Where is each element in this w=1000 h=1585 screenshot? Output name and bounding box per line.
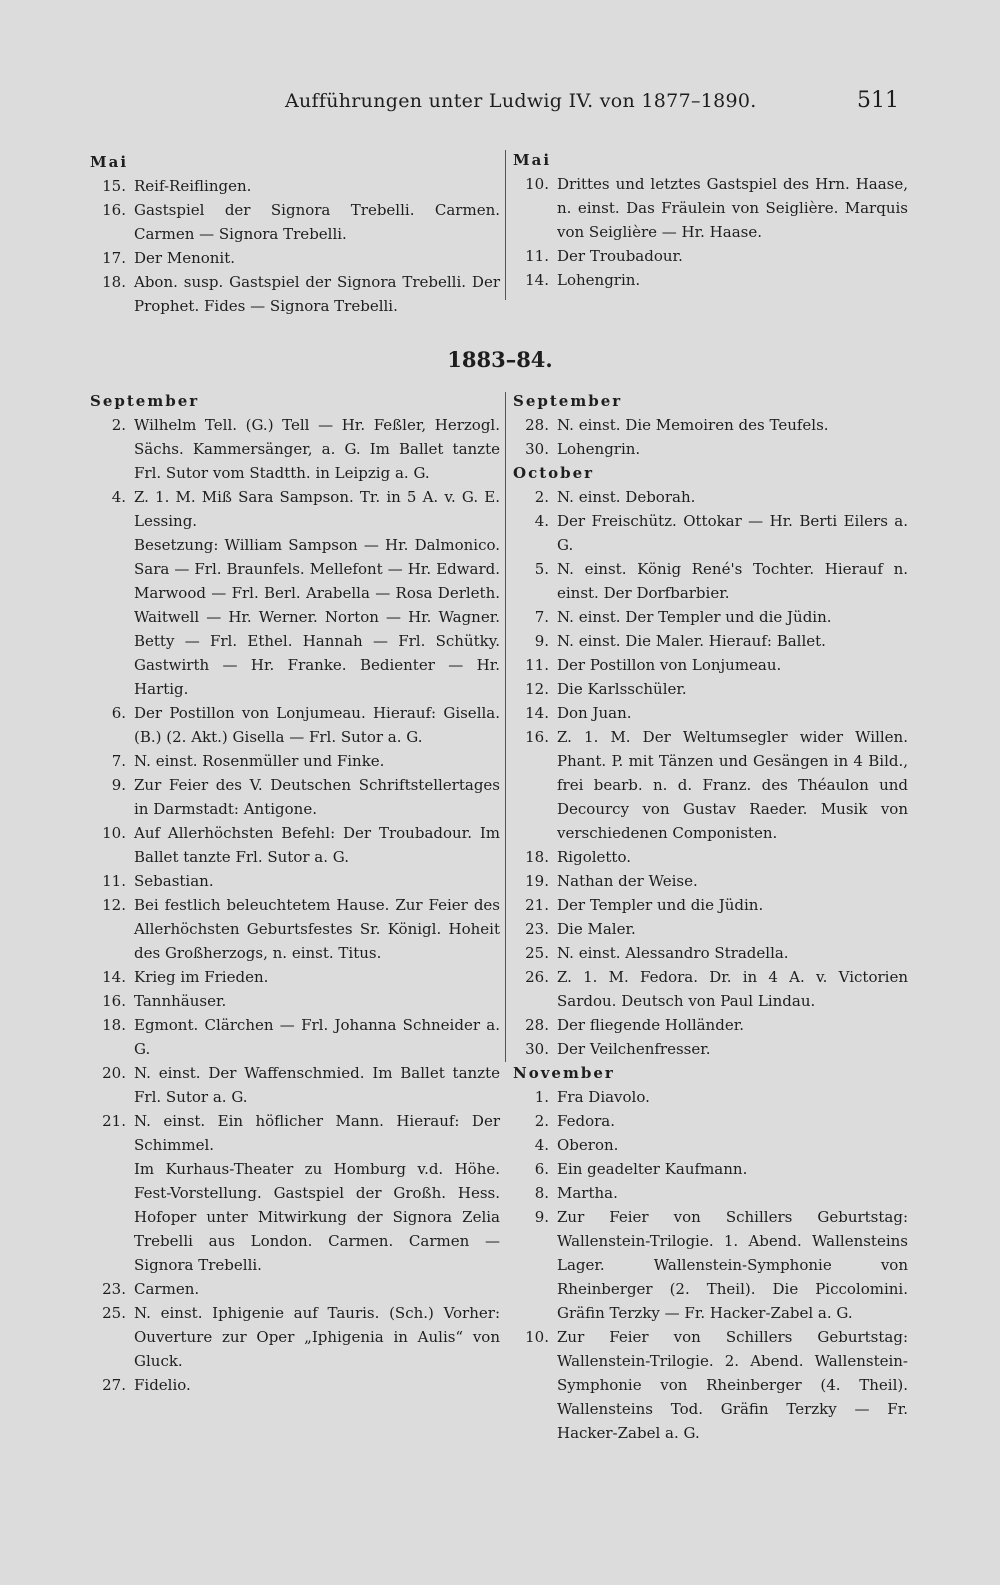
page-header [0, 88, 1000, 118]
performance-entry [513, 485, 908, 509]
entry-list [90, 174, 500, 318]
entry-text: Nathan der Weise. [557, 872, 698, 890]
entry-text: Im Kurhaus-Theater zu Homburg v.d. Höhe. Fest-Vorstellung. Gastspiel der Großh. Hess. Hofoper unter Mitwirkung der Signora Zelia Trebelli aus London. Carmen. Carmen — Signora Trebelli. [134, 1160, 500, 1274]
entry-text: Der Templer und die Jüdin. [557, 896, 764, 914]
entry-text: Drittes und letztes Gastspiel des Hrn. Haase, n. einst. Das Fräulein von Seiglière. Marquis von Seiglière — Hr. Haase. [557, 175, 908, 241]
performance-entry [90, 701, 500, 749]
entry-day: 4. [534, 512, 549, 530]
entry-text: Rigoletto. [557, 848, 631, 866]
entry-day: 2. [534, 488, 549, 506]
performance-entry [90, 1061, 500, 1109]
entry-day: 14. [102, 968, 126, 986]
performance-entry [90, 893, 500, 965]
performance-entry [90, 989, 500, 1013]
entry-day: 25. [525, 944, 549, 962]
entry-text: Ein geadelter Kaufmann. [557, 1160, 748, 1178]
entry-text: Fidelio. [134, 1376, 191, 1394]
entry-day: 10. [102, 824, 126, 842]
entry-list [513, 172, 908, 292]
entry-text: Gastspiel der Signora Trebelli. Carmen. Carmen — Signora Trebelli. [134, 201, 500, 243]
entry-text: Besetzung: William Sampson — Hr. Dalmonico. Sara — Frl. Braunfels. Mellefont — Hr. Edward. Marwood — Frl. Berl. Arabella — Rosa Derleth. Waitwell — Hr. Werner. Norton — Hr. Wagner. Betty — Frl. Ethel. Hannah — Frl. Schütky. Gastwirth — Hr. Franke. Bedienter — Hr. Hartig. [134, 536, 500, 698]
entry-text: Tannhäuser. [134, 992, 227, 1010]
performance-entry [90, 413, 500, 485]
entry-day: 17. [102, 249, 126, 267]
entry-day: 30. [525, 1040, 549, 1058]
performance-entry [90, 1109, 500, 1157]
entry-text: N. einst. Der Templer und die Jüdin. [557, 608, 832, 626]
entry-day: 28. [525, 1016, 549, 1034]
performance-entry [513, 509, 908, 557]
entry-text: Zur Feier des V. Deutschen Schriftstellertages in Darmstadt: Antigone. [134, 776, 500, 818]
page-number: 511 [857, 88, 899, 113]
entry-day [90, 533, 134, 701]
entry-day: 6. [111, 704, 126, 722]
column-divider [505, 392, 506, 1062]
entry-day: 5. [534, 560, 549, 578]
season-heading: 1883–84. [447, 347, 553, 372]
entry-day: 4. [534, 1136, 549, 1154]
performance-entry [90, 1157, 500, 1277]
performance-entry [90, 198, 500, 246]
entry-text: Oberon. [557, 1136, 619, 1154]
performance-entry [90, 174, 500, 198]
performance-entry [90, 821, 500, 869]
entry-text: Die Maler. [557, 920, 636, 938]
entry-text: N. einst. Ein höflicher Mann. Hierauf: Der Schimmel. [134, 1112, 500, 1154]
performance-entry [513, 917, 908, 941]
entry-text: Bei festlich beleuchtetem Hause. Zur Feier des Allerhöchsten Geburtsfestes Sr. Königl. Hoheit des Großherzogs, n. einst. Titus. [134, 896, 500, 962]
entry-text: Fedora. [557, 1112, 615, 1130]
entry-day: 6. [534, 1160, 549, 1178]
performance-entry [513, 677, 908, 701]
performance-entry [513, 941, 908, 965]
performance-entry [513, 701, 908, 725]
performance-entry [90, 246, 500, 270]
performance-entry [513, 1037, 908, 1061]
month-heading: Mai [513, 151, 552, 169]
performance-entry [513, 725, 908, 845]
entry-day: 19. [525, 872, 549, 890]
performance-entry [513, 893, 908, 917]
month-heading: September [513, 392, 623, 410]
entry-day: 7. [111, 752, 126, 770]
entry-text: Der Troubadour. [557, 247, 683, 265]
performance-entry [513, 1325, 908, 1445]
entry-day: 2. [111, 416, 126, 434]
entry-text: Z. 1. M. Miß Sara Sampson. Tr. in 5 A. v. G. E. Lessing. [134, 488, 500, 530]
entry-day: 4. [111, 488, 126, 506]
entry-text: Reif-Reiflingen. [134, 177, 252, 195]
entry-text: Der Freischütz. Ottokar — Hr. Berti Eilers a. G. [557, 512, 908, 554]
entry-text: N. einst. Die Maler. Hierauf: Ballet. [557, 632, 826, 650]
month-heading: Mai [90, 153, 129, 171]
entry-text: N. einst. König René's Tochter. Hierauf n. einst. Der Dorfbarbier. [557, 560, 908, 602]
entry-day: 25. [102, 1304, 126, 1322]
performance-entry [513, 629, 908, 653]
performance-entry [90, 749, 500, 773]
performance-entry [513, 1013, 908, 1037]
entry-day: 9. [534, 1208, 549, 1226]
entry-text: N. einst. Deborah. [557, 488, 696, 506]
entry-text: Auf Allerhöchsten Befehl: Der Troubadour. Im Ballet tanzte Frl. Sutor a. G. [134, 824, 500, 866]
entry-day: 9. [534, 632, 549, 650]
performance-entry [90, 1301, 500, 1373]
performance-entry [90, 1277, 500, 1301]
entry-text: Don Juan. [557, 704, 632, 722]
entry-day: 26. [525, 968, 549, 986]
month-heading: October [513, 464, 595, 482]
entry-text: Carmen. [134, 1280, 200, 1298]
entry-day: 14. [525, 271, 549, 289]
month-heading: November [513, 1064, 615, 1082]
entry-text: N. einst. Die Memoiren des Teufels. [557, 416, 829, 434]
entry-day: 10. [525, 1328, 549, 1346]
performance-entry [513, 1085, 908, 1109]
column-divider [505, 150, 506, 300]
entry-text: Krieg im Frieden. [134, 968, 269, 986]
performance-entry [513, 1133, 908, 1157]
performance-entry [90, 869, 500, 893]
entry-day: 28. [525, 416, 549, 434]
performance-entry [513, 869, 908, 893]
entry-text: N. einst. Iphigenie auf Tauris. (Sch.) Vorher: Ouverture zur Oper „Iphigenia in Aulis“ von Gluck. [134, 1304, 500, 1370]
entry-text: N. einst. Der Waffenschmied. Im Ballet tanzte Frl. Sutor a. G. [134, 1064, 500, 1106]
entry-day: 2. [534, 1112, 549, 1130]
entry-text: Zur Feier von Schillers Geburtstag: Wallenstein-Trilogie. 2. Abend. Wallenstein-Symphonie von Rheinberger (4. Theil). Wallensteins Tod. Gräfin Terzky — Fr. Hacker-Zabel a. G. [557, 1328, 908, 1442]
performance-entry [90, 965, 500, 989]
performance-entry [513, 845, 908, 869]
entry-day: 18. [102, 1016, 126, 1034]
entry-text: Lohengrin. [557, 271, 641, 289]
performance-entry [513, 1181, 908, 1205]
entry-text: Wilhelm Tell. (G.) Tell — Hr. Feßler, Herzogl. Sächs. Kammersänger, a. G. Im Ballet tanzte Frl. Sutor vom Stadtth. in Leipzig a. G. [134, 416, 500, 482]
performance-entry [90, 485, 500, 533]
entry-text: Fra Diavolo. [557, 1088, 650, 1106]
entry-day: 12. [525, 680, 549, 698]
performance-entry [513, 437, 908, 461]
entry-day: 30. [525, 440, 549, 458]
entry-day: 15. [102, 177, 126, 195]
performance-entry [90, 270, 500, 318]
performance-entry [513, 172, 908, 244]
entry-day: 21. [102, 1112, 126, 1130]
entry-day: 11. [525, 247, 549, 265]
entry-day: 20. [102, 1064, 126, 1082]
performance-entry [513, 413, 908, 437]
top-right-column [513, 148, 908, 292]
bottom-left-column [90, 389, 500, 1397]
entry-day: 16. [102, 201, 126, 219]
performance-entry [513, 244, 908, 268]
entry-text: N. einst. Rosenmüller und Finke. [134, 752, 385, 770]
entry-text: Martha. [557, 1184, 618, 1202]
entry-day: 16. [525, 728, 549, 746]
top-left-column [90, 150, 500, 318]
entry-day: 11. [102, 872, 126, 890]
bottom-right-column [513, 389, 908, 1445]
entry-text: Der Menonit. [134, 249, 236, 267]
entry-text: Der fliegende Holländer. [557, 1016, 744, 1034]
entry-text: Egmont. Clärchen — Frl. Johanna Schneider a. G. [134, 1016, 500, 1058]
entry-day: 18. [102, 273, 126, 291]
performance-entry [513, 268, 908, 292]
entry-text: Abon. susp. Gastspiel der Signora Trebelli. Der Prophet. Fides — Signora Trebelli. [134, 273, 500, 315]
entry-day: 14. [525, 704, 549, 722]
entry-day: 9. [111, 776, 126, 794]
entry-day: 1. [534, 1088, 549, 1106]
performance-entry [90, 1013, 500, 1061]
entry-text: N. einst. Alessandro Stradella. [557, 944, 789, 962]
performance-entry [513, 1109, 908, 1133]
performance-entry [90, 1373, 500, 1397]
entry-text: Z. 1. M. Der Weltumsegler wider Willen. Phant. P. mit Tänzen und Gesängen in 4 Bild., frei bearb. n. d. Franz. des Théaulon und Decourcy von Gustav Raeder. Musik von verschiedenen Componisten. [557, 728, 908, 842]
month-heading: September [90, 392, 200, 410]
entry-day: 8. [534, 1184, 549, 1202]
entry-day: 10. [525, 175, 549, 193]
entry-text: Zur Feier von Schillers Geburtstag: Wallenstein-Trilogie. 1. Abend. Wallensteins Lager. Wallenstein-Symphonie von Rheinberger (2. Theil). Die Piccolomini. Gräfin Terzky — Fr. Hacker-Zabel a. G. [557, 1208, 908, 1322]
entry-day: 12. [102, 896, 126, 914]
entry-day: 23. [102, 1280, 126, 1298]
performance-entry [513, 557, 908, 605]
performance-entry [513, 1157, 908, 1181]
entry-text: Der Postillon von Lonjumeau. Hierauf: Gisella. (B.) (2. Akt.) Gisella — Frl. Sutor a. G. [134, 704, 500, 746]
performance-entry [513, 1205, 908, 1325]
running-title: Aufführungen unter Ludwig IV. von 1877–1890. [285, 90, 757, 112]
performance-entry [90, 773, 500, 821]
entry-day: 23. [525, 920, 549, 938]
entry-text: Der Veilchenfresser. [557, 1040, 711, 1058]
entry-text: Lohengrin. [557, 440, 641, 458]
entry-text: Sebastian. [134, 872, 214, 890]
entry-day: 16. [102, 992, 126, 1010]
entry-day: 7. [534, 608, 549, 626]
entry-day: 21. [525, 896, 549, 914]
performance-entry [513, 965, 908, 1013]
performance-entry [513, 653, 908, 677]
entry-text: Die Karlsschüler. [557, 680, 687, 698]
entry-text: Der Postillon von Lonjumeau. [557, 656, 782, 674]
entry-day: 11. [525, 656, 549, 674]
performance-entry [90, 533, 500, 701]
entry-text: Z. 1. M. Fedora. Dr. in 4 A. v. Victorien Sardou. Deutsch von Paul Lindau. [557, 968, 908, 1010]
entry-day: 27. [102, 1376, 126, 1394]
performance-entry [513, 605, 908, 629]
entry-day: 18. [525, 848, 549, 866]
entry-day [90, 1157, 134, 1277]
